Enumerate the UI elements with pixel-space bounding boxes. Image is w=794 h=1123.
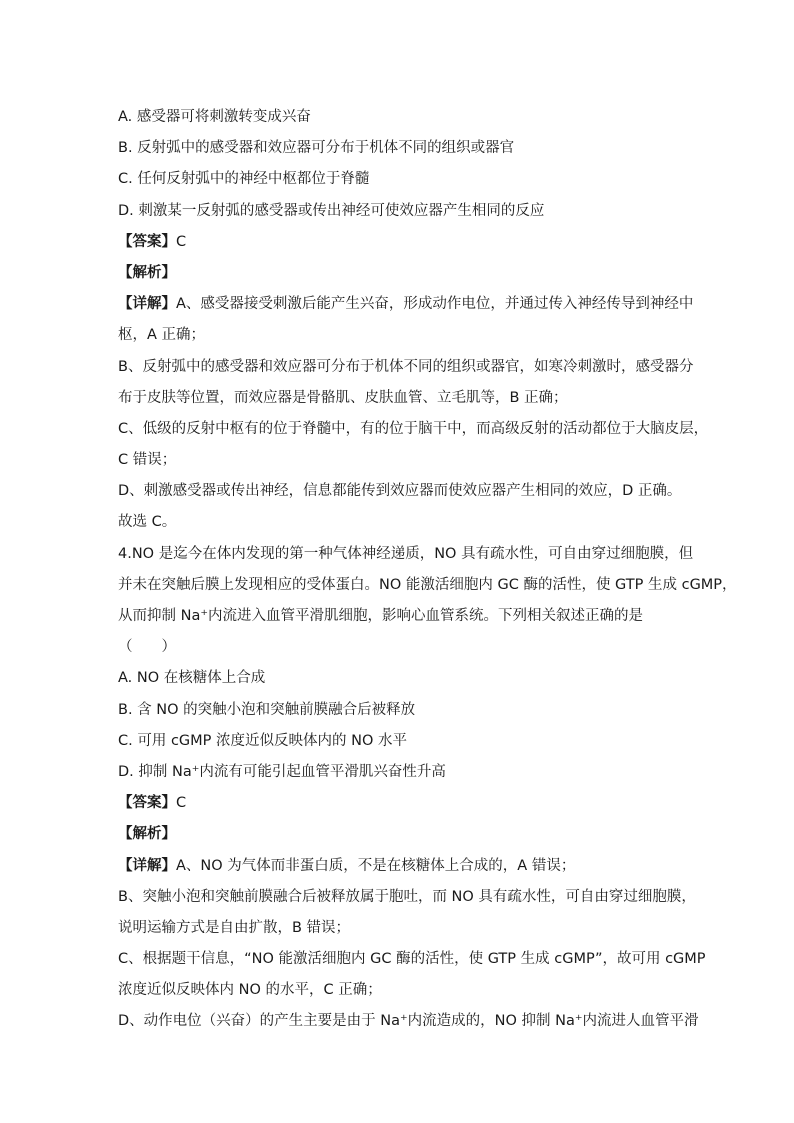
q3-option-b: B. 反射弧中的感受器和效应器可分布于机体不同的组织或器官 [118,140,515,157]
q3-explanation-line: B、反射弧中的感受器和效应器可分布于机体不同的组织或器官，如寒冷刺激时，感受器分 [118,358,694,375]
q4-answer [118,788,678,819]
q4-answer-blank: （ ） [118,639,176,656]
q4-option-c: C. 可用 cGMP 浓度近似反映体内的 NO 水平 [118,732,408,749]
q4-explanation-line: 说明运输方式是自由扩散，B 错误； [118,919,351,936]
q3-explanation-line: C、低级的反射中枢有的位于脊髓中，有的位于脑干中，而高级反射的活动都位于大脑皮层， [118,420,709,437]
document-content [118,102,737,1038]
q3-explanation-line: C 错误； [118,452,177,469]
q4-explanation-line: B、突触小泡和突触前膜融合后被释放属于胞吐，而 NO 具有疏水性，可自由穿过细胞膜， [118,888,696,905]
q4-stem-line: 4.NO 是迄今在体内发现的第一种气体神经递质，NO 具有疏水性，可自由穿过细胞膜，但 [118,545,694,562]
q3-option-c: C. 任何反射弧中的神经中枢都位于脊髓 [118,171,370,188]
q3-explanation-line: D、刺激感受器或传出神经，信息都能传到效应器而使效应器产生相同的效应，D 正确。 [118,483,682,500]
q4-answer-label: 【答案】 [118,795,176,812]
q3-option-a: A. 感受器可将刺激转变成兴奋 [118,109,311,125]
q4-explanation-line: D、动作电位（兴奋）的产生主要是由于 Na⁺内流造成的，NO 抑制 Na⁺内流进人血管平滑 [118,1013,699,1030]
q4-analysis-label: 【解析】 [118,826,176,843]
q3-explanation-line: 枢，A 正确； [118,327,206,344]
q3-option-d: D. 刺激某一反射弧的感受器或传出神经可使效应器产生相同的反应 [118,202,545,219]
q4-option-a: A. NO 在核糖体上合成 [118,670,266,687]
q4-answer-value: C [176,795,187,812]
q4-stem-line: 从而抑制 Na⁺内流进入血管平滑肌细胞，影响心血管系统。下列相关叙述正确的是 [118,608,643,624]
q3-conclusion: 故选 C。 [118,514,177,531]
q3-detail-label: 【详解】 [118,296,176,313]
q4-explanation-text: A、NO 为气体而非蛋白质，不是在核糖体上合成的，A 错误； [176,857,576,874]
q3-explanation-line: 布于皮肤等位置，而效应器是骨骼肌、皮肤血管、立毛肌等，B 正确； [118,389,568,406]
q3-analysis-label: 【解析】 [118,264,176,281]
q4-explanation-line: 浓度近似反映体内 NO 的水平，C 正确； [118,982,382,999]
q3-answer-value: C [176,233,187,250]
q3-answer-label: 【答案】 [118,233,176,250]
q3-explanation-text: A、感受器接受刺激后能产生兴奋，形成动作电位，并通过传入神经传导到神经中 [176,296,694,313]
q4-stem-line: 并未在突触后膜上发现相应的受体蛋白。NO 能激活细胞内 GC 酶的活性，使 GTP 生成 cGMP， [118,576,737,593]
q4-explanation-line: C、根据题干信息，“NO 能激活细胞内 GC 酶的活性，使 GTP 生成 cGMP”，故可用 cGMP [118,951,706,968]
q4-option-b: B. 含 NO 的突触小泡和突触前膜融合后被释放 [118,701,416,718]
q4-detail-label: 【详解】 [118,857,176,874]
q4-explanation-line [118,851,678,882]
q3-answer [118,227,678,258]
q3-explanation-line [118,289,694,320]
q4-option-d: D. 抑制 Na⁺内流有可能引起血管平滑肌兴奋性升高 [118,763,446,780]
